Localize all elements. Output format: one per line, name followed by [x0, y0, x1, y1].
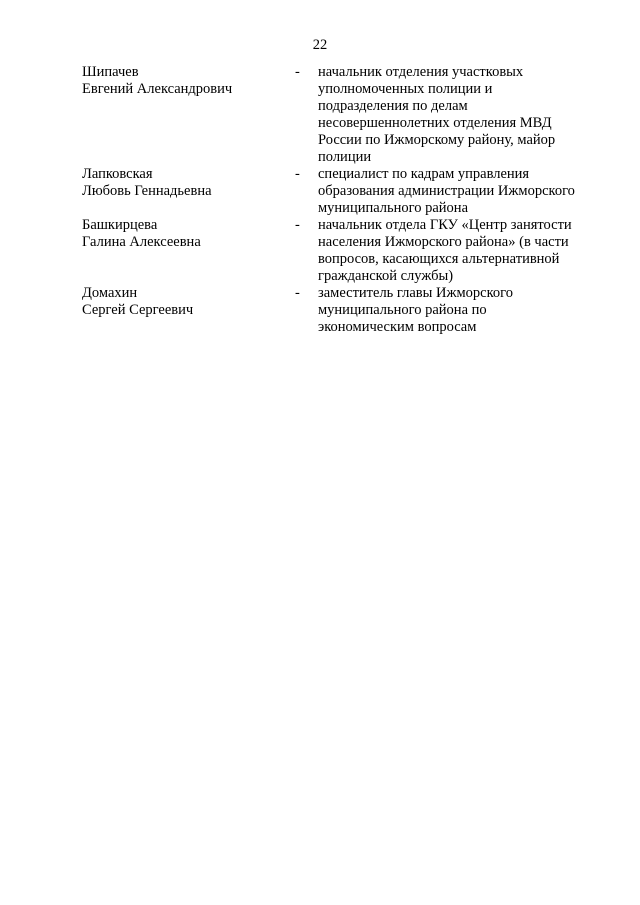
position-line: муниципального района [318, 200, 468, 216]
dash-separator: - [295, 217, 300, 233]
member-name [82, 285, 295, 336]
member-entry [82, 166, 602, 217]
position-line: полиции [318, 149, 372, 165]
dash-separator: - [295, 285, 300, 301]
dash-separator: - [295, 64, 300, 80]
member-position [318, 217, 598, 285]
position-line: несовершеннолетних отделения МВД [318, 115, 552, 131]
member-name [82, 217, 295, 285]
member-given-names: Галина Алексеевна [82, 234, 201, 250]
dash-separator: - [295, 166, 300, 182]
page-number: 22 [312, 37, 328, 53]
member-surname: Шипачев [82, 64, 139, 80]
position-line: вопросов, касающихся альтернативной [318, 251, 560, 267]
member-given-names: Сергей Сергеевич [82, 302, 194, 318]
position-line: образования администрации Ижморского [318, 183, 575, 199]
member-surname: Башкирцева [82, 217, 158, 233]
member-position [318, 285, 598, 336]
position-line: экономическим вопросам [318, 319, 477, 335]
member-entry [82, 285, 602, 336]
member-position [318, 64, 598, 166]
member-entry [82, 217, 602, 285]
position-line: России по Ижморскому району, майор [318, 132, 556, 148]
member-position [318, 166, 598, 217]
position-line: начальник отделения участковых [318, 64, 524, 80]
member-name [82, 64, 295, 166]
member-surname: Домахин [82, 285, 138, 301]
member-given-names: Евгений Александрович [82, 81, 233, 97]
member-name [82, 166, 295, 217]
member-list [82, 64, 602, 336]
position-line: начальник отдела ГКУ «Центр занятости [318, 217, 572, 233]
position-line: подразделения по делам [318, 98, 468, 114]
position-line: муниципального района по [318, 302, 487, 318]
position-line: населения Ижморского района» (в части [318, 234, 569, 250]
member-given-names: Любовь Геннадьевна [82, 183, 212, 199]
position-line: гражданской службы) [318, 268, 454, 284]
position-line: уполномоченных полиции и [318, 81, 493, 97]
member-entry [82, 64, 602, 166]
member-surname: Лапковская [82, 166, 153, 182]
position-line: специалист по кадрам управления [318, 166, 530, 182]
position-line: заместитель главы Ижморского [318, 285, 514, 301]
